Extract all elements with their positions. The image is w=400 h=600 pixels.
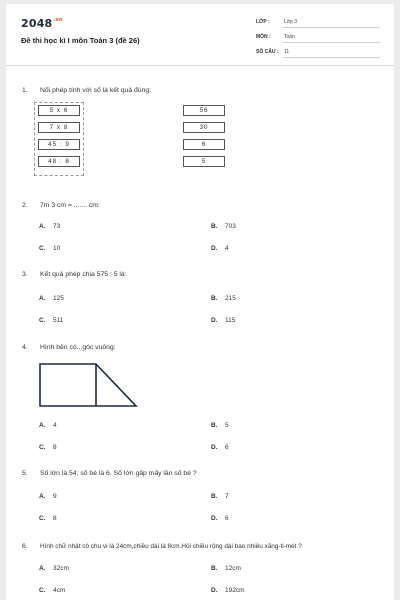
answer-option-d[interactable]: D. 6	[211, 515, 229, 522]
rectangle-triangle-figure	[38, 362, 140, 408]
match-left-item[interactable]: 45 : 9	[38, 139, 80, 150]
answer-option-d[interactable]: D. 4	[211, 245, 229, 252]
match-left-item[interactable]: 7 x 8	[38, 122, 80, 133]
answer-option-b[interactable]: B. 7	[211, 493, 229, 500]
meta-class: LỚP : Lớp 3	[256, 18, 380, 28]
match-right-item[interactable]: 30	[183, 122, 225, 133]
match-right-item[interactable]: 56	[183, 105, 225, 116]
answer-option-b[interactable]: B. 215	[211, 295, 236, 302]
answer-option-d[interactable]: D. 192cm	[211, 587, 245, 594]
answer-option-b[interactable]: B. 703	[211, 223, 236, 230]
exam-header	[6, 4, 394, 66]
exam-title: Đề thi học kì I môn Toán 3 (đề 26)	[21, 36, 140, 45]
answer-option-c[interactable]: C. 8	[39, 515, 57, 522]
meta-question-count: SỐ CÂU : 11	[256, 48, 380, 58]
site-logo[interactable]: $2048^{.vn}$	[21, 17, 63, 30]
answer-option-a[interactable]: A. 125	[39, 295, 64, 302]
answer-option-a[interactable]: A. 32cm	[39, 565, 69, 572]
answer-option-c[interactable]: C. 4cm	[39, 587, 66, 594]
match-left-item[interactable]: 48 : 8	[38, 156, 80, 167]
answer-option-c[interactable]: C. 10	[39, 245, 61, 252]
answer-option-b[interactable]: B. 5	[211, 422, 229, 429]
match-left-item[interactable]: 5 x 6	[38, 105, 80, 116]
answer-option-d[interactable]: D. 115	[211, 317, 236, 324]
answer-option-c[interactable]: C. 8	[39, 444, 57, 451]
answer-option-d[interactable]: D. 6	[211, 444, 229, 451]
answer-option-a[interactable]: A. 73	[39, 223, 61, 230]
answer-option-c[interactable]: C. 511	[39, 317, 64, 324]
match-right-item[interactable]: 5	[183, 156, 225, 167]
exam-paper: $2048^{.vn}$ Đề thi học kì I môn Toán 3 (đề 26) LỚP : Lớp 3 MÔN : Toán SỐ CÂU : 11 1. Nối phép tính với số là kết quả đúng: 5 x 6 7 x 8 45 : 9 48 : 8 56 30 6 5 2. 7m 3 cm = ....... cm: A. 73 B. 703 C. 10 D. 4 3. Kết quả phép chia 575 : 5 là: A. 125 B. 215 C. 511 D. 115 4. Hình bên có...góc vuông: A. 4 B. 5 C. 8 D. 6 5. Số lớn là 54; số bé là 6. Số lớn gấp mấy lần số bé ? A. 9 B. 7 C. 8 D. 6 6. Hình chữ nhật có chu vi là 24cm,chiều dài là 8cm.Hỏi chiều rộng dài bao nhiêu xăng-ti-mét ? A. 32cm B. 12cm C. 4cm D. 192cm	[6, 4, 394, 600]
answer-option-a[interactable]: A. 9	[39, 493, 57, 500]
match-right-item[interactable]: 6	[183, 139, 225, 150]
answer-option-b[interactable]: B. 12cm	[211, 565, 241, 572]
meta-subject: MÔN : Toán	[256, 33, 380, 43]
answer-option-a[interactable]: A. 4	[39, 422, 57, 429]
